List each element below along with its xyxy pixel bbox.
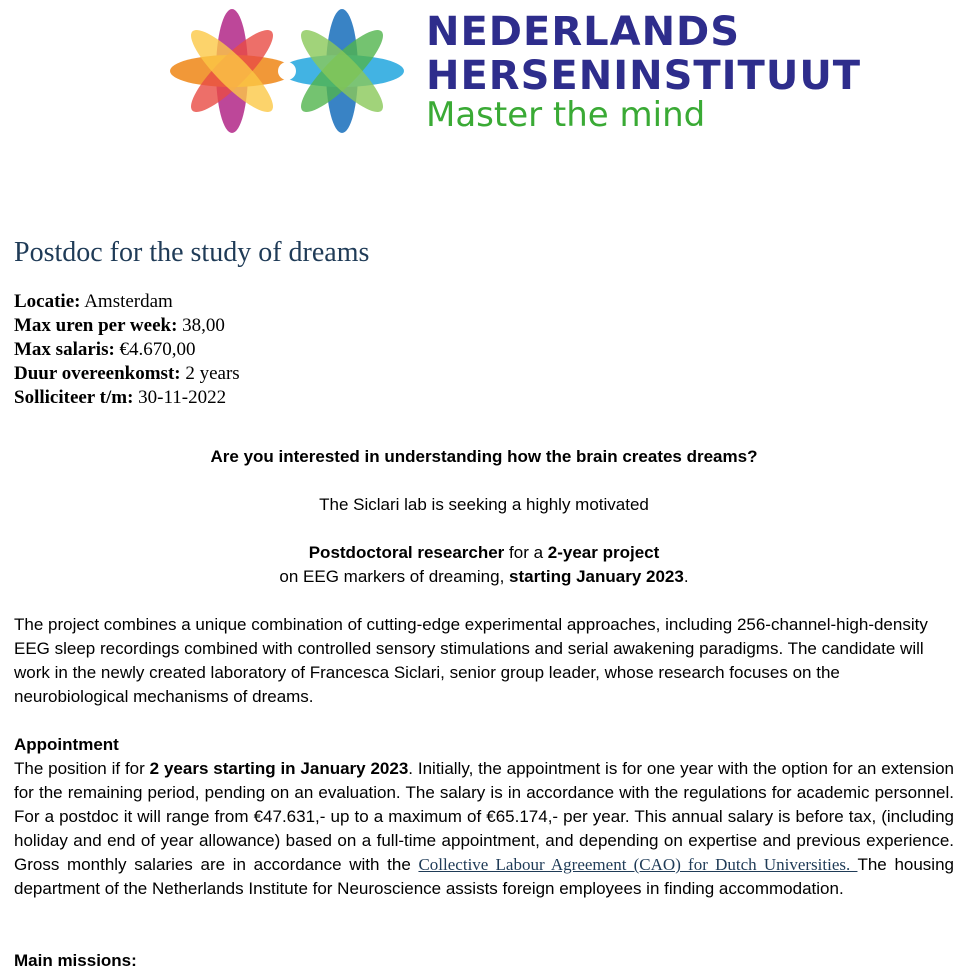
- intro-role: [14, 541, 954, 589]
- logo-mark-icon: [168, 4, 408, 138]
- role-connector: for a: [504, 543, 548, 562]
- appointment-heading: Appointment: [14, 735, 119, 754]
- appointment-part2: . Initially, the appointment is for one year with the option for an extension for the remaining period, pending on an evaluation. The salary is in accordance with the regulations for academic personnel. For a postdoc it will range from €47.631,- up to a maximum of €65.174,- per year. This annual salary is before tax, (including holiday and end of year allowance) based on a full-time appointment, and depending on expertise and previous experience. Gross monthly salaries are in accordance with the: [14, 759, 955, 874]
- appointment-part1: The position if for: [14, 759, 150, 778]
- appointment-duration: 2 years starting in January 2023: [149, 759, 409, 778]
- role-topic: on EEG markers of dreaming,: [279, 567, 510, 586]
- role-title: Postdoctoral researcher: [308, 543, 505, 562]
- org-name-line2: HERSENINSTITUUT: [426, 53, 862, 99]
- meta-value: €4.670,00: [119, 339, 196, 360]
- appointment-part3: The housing department of the Netherlands Institute for Neuroscience assists foreign employees in finding accommodation.: [14, 855, 954, 898]
- cao-link[interactable]: Collective Labour Agreement (CAO) for Dutch Universities.: [418, 855, 858, 874]
- meta-duration: [14, 362, 240, 386]
- meta-value: 30-11-2022: [138, 387, 227, 408]
- job-meta: [14, 290, 240, 410]
- org-name-line1: NEDERLANDS: [426, 9, 741, 55]
- meta-value: 38,00: [182, 315, 225, 336]
- org-tagline: Master the mind: [426, 95, 706, 135]
- meta-label: Locatie:: [14, 291, 81, 312]
- meta-value: Amsterdam: [84, 291, 173, 312]
- meta-label: Duur overeenkomst:: [14, 363, 181, 384]
- project-description: The project combines a unique combination of cutting-edge experimental approaches, including 256-channel-high-density EEG sleep recordings combined with controlled sensory stimulations and serial awakening paradigms. The candidate will work in the newly created laboratory of Francesca Siclari, senior group leader, whose research focuses on the neurobiological mechanisms of dreams.: [14, 615, 928, 706]
- role-duration: 2-year project: [547, 543, 660, 562]
- intro-seeking: The Siclari lab is seeking a highly motivated: [319, 495, 649, 514]
- role-start: starting January 2023: [509, 567, 684, 586]
- meta-label: Max salaris:: [14, 339, 115, 360]
- institute-logo[interactable]: [168, 4, 862, 138]
- appointment-text: [14, 757, 954, 901]
- meta-label: Max uren per week:: [14, 315, 178, 336]
- missions-heading: Main missions:: [14, 951, 137, 970]
- intro-question: Are you interested in understanding how the brain creates dreams?: [210, 447, 758, 466]
- role-end: .: [683, 567, 689, 586]
- meta-value: 2 years: [185, 363, 240, 384]
- page-title: Postdoc for the study of dreams: [14, 237, 370, 268]
- meta-hours: [14, 314, 240, 338]
- meta-salary: [14, 338, 240, 362]
- meta-location: [14, 290, 240, 314]
- meta-label: Solliciteer t/m:: [14, 387, 134, 408]
- meta-deadline: [14, 386, 240, 410]
